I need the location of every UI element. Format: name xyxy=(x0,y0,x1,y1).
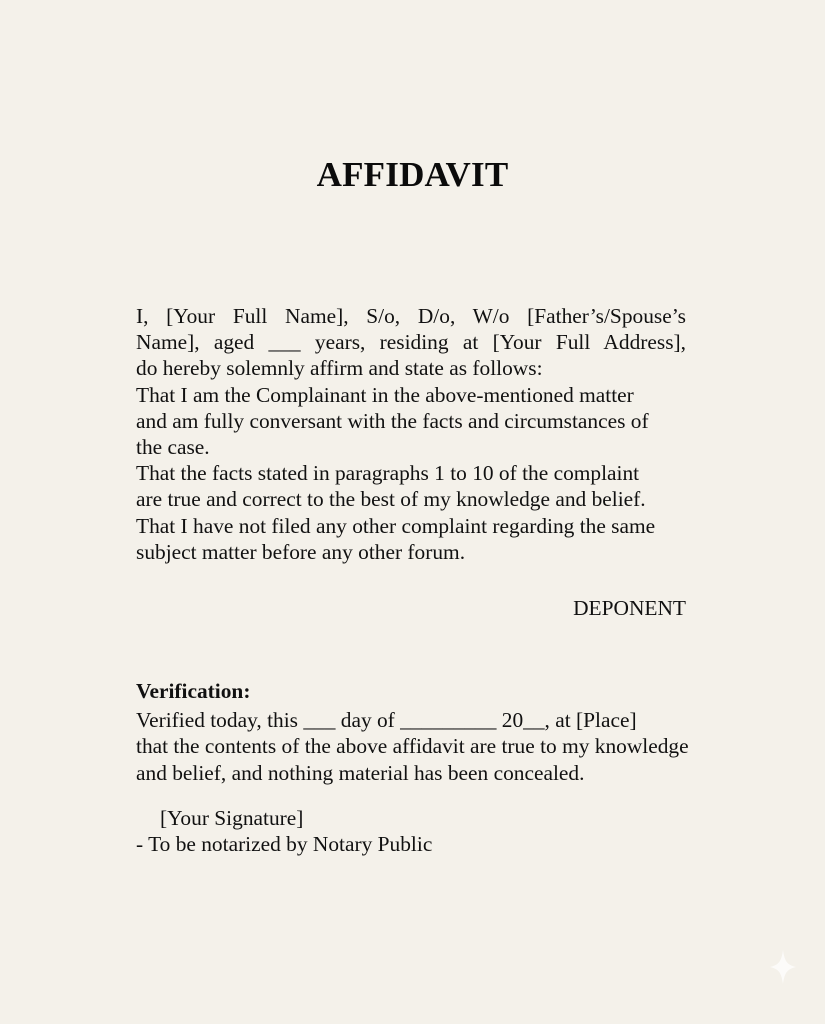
affidavit-statement xyxy=(136,303,686,565)
statement-line: That I am the Complainant in the above-mentioned matter xyxy=(136,382,634,407)
deponent-label: DEPONENT xyxy=(573,596,686,620)
sparkle-icon xyxy=(770,950,796,984)
statement-line: That the facts stated in paragraphs 1 to 10 of the complaint xyxy=(136,461,640,486)
statement-line: That I have not filed any other complaint regarding the same xyxy=(136,513,656,538)
verification-section xyxy=(136,678,716,786)
verification-line: and belief, and nothing material has been concealed. xyxy=(136,760,585,785)
statement-line: Name], aged ___ years, residing at [Your Full Address], xyxy=(136,330,686,355)
verification-line: that the contents of the above affidavit are true to my knowledge xyxy=(136,734,689,758)
verification-heading: Verification: xyxy=(136,679,251,703)
statement-line: are true and correct to the best of my knowledge and belief. xyxy=(136,487,646,512)
document-title: AFFIDAVIT xyxy=(316,155,509,194)
signature-placeholder: [Your Signature] xyxy=(160,806,304,830)
statement-line: and am fully conversant with the facts and circumstances of xyxy=(136,408,649,433)
notary-note: - To be notarized by Notary Public xyxy=(136,832,433,856)
statement-line: subject matter before any other forum. xyxy=(136,539,466,564)
statement-line: I, [Your Full Name], S/o, D/o, W/o [Father’s/Spouse’s xyxy=(136,304,686,328)
statement-line: the case. xyxy=(136,435,210,460)
verification-line: Verified today, this ___ day of _________ 20__, at [Place] xyxy=(136,707,637,732)
signature-block xyxy=(136,805,432,857)
statement-line: do hereby solemnly affirm and state as follows: xyxy=(136,356,543,381)
